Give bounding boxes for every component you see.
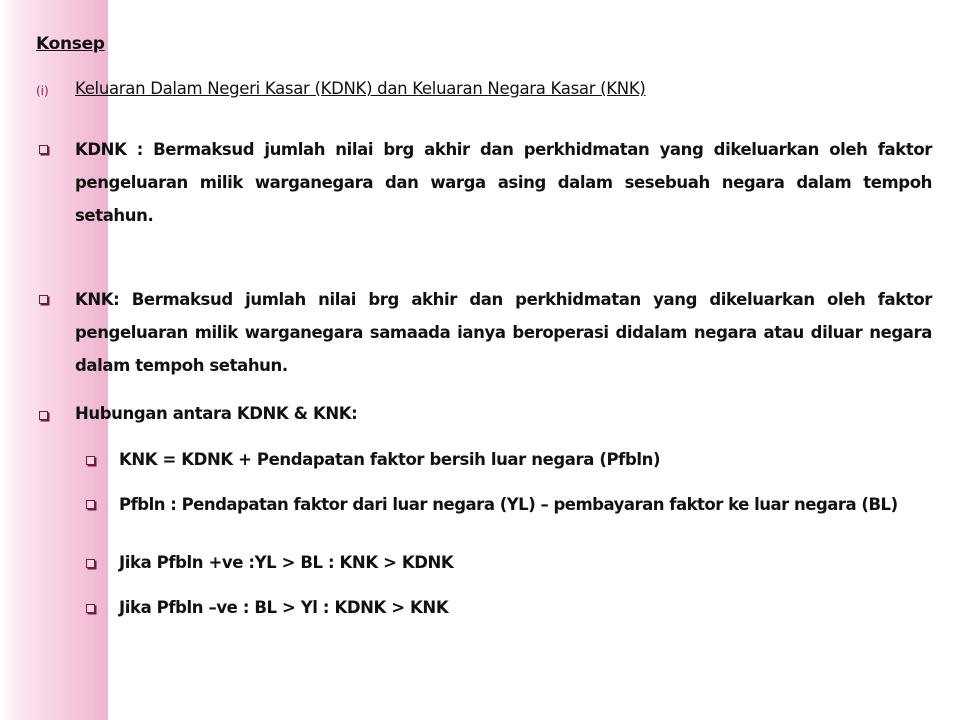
square-bullet-icon [39,295,48,304]
square-bullet-icon [86,559,95,568]
section-title: Keluaran Dalam Negeri Kasar (KDNK) dan Keluaran Negara Kasar (KNK) [75,79,646,98]
square-bullet-icon [86,500,95,509]
slide-heading: Konsep [36,34,105,54]
bullet-relationship: Hubungan antara KDNK & KNK: [75,404,358,423]
square-bullet-icon [86,456,95,465]
bullet-knk-definition: KNK: Bermaksud jumlah nilai brg akhir dan perkhidmatan yang dikeluarkan oleh faktor pengeluaran milik warganegara samaada ianya beroperasi didalam negara atau diluar negara dalam tempoh setahun. [75,290,932,375]
bullet-kdnk-definition: KDNK : Bermaksud jumlah nilai brg akhir dan perkhidmatan yang dikeluarkan oleh faktor pengeluaran milik warganegara dan warga asing dalam sesebuah negara dalam tempoh setahun. [75,140,932,225]
sub-bullet-negative-case: Jika Pfbln –ve : BL > Yl : KDNK > KNK [119,598,449,617]
sub-bullet-formula: KNK = KDNK + Pendapatan faktor bersih luar negara (Pfbln) [119,450,661,469]
numbered-marker: (i) [36,84,49,98]
square-bullet-icon [39,145,48,154]
square-bullet-icon [86,604,95,613]
square-bullet-icon [39,411,48,420]
sub-bullet-positive-case: Jika Pfbln +ve :YL > BL : KNK > KDNK [119,553,454,572]
sub-bullet-pfbln-definition: Pfbln : Pendapatan faktor dari luar negara (YL) – pembayaran faktor ke luar negara (BL) [119,495,898,514]
